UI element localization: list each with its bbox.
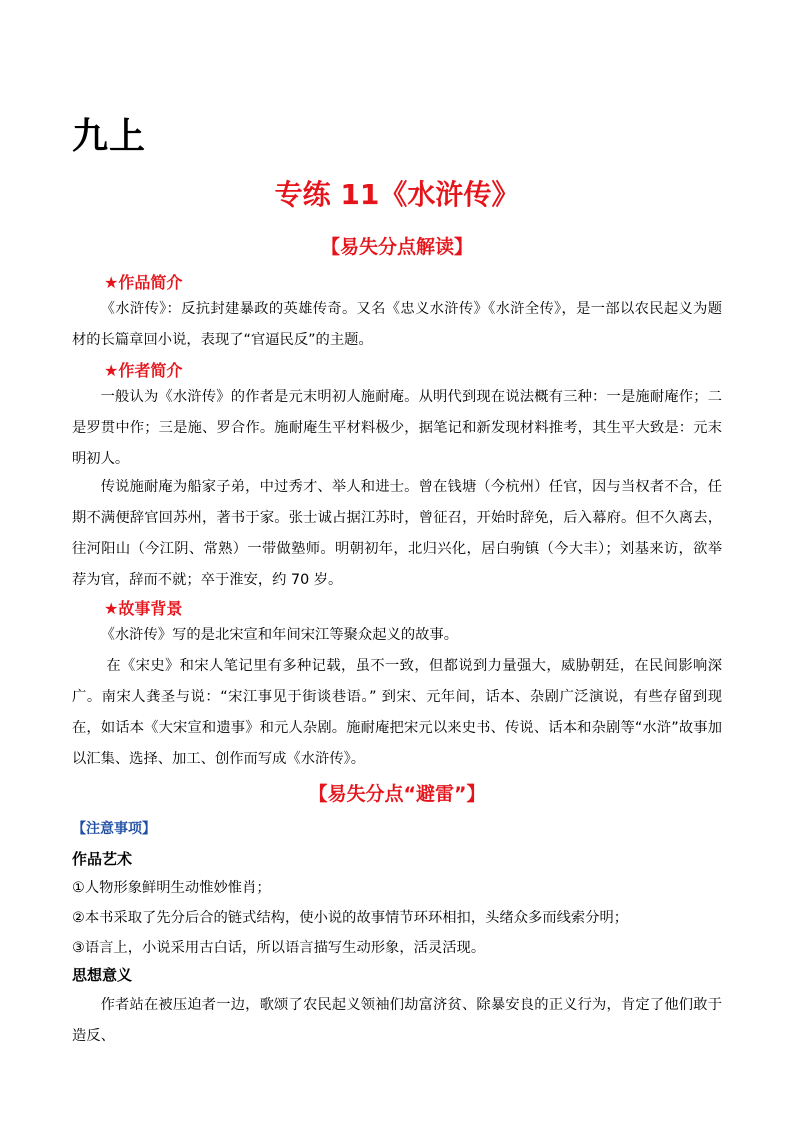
author-intro-heading: ★作者简介 <box>104 361 183 380</box>
author-intro-para-1: 一般认为《水浒传》的作者是元末明初人施耐庵。从明代到现在说法概有三种：一是施耐庵作；二是罗贯中作；三是施、罗合作。施耐庵生平材料极少，据笔记和新发现材料推考，其生平大致是：元末明初人。 <box>72 389 722 467</box>
art-item: ②本书采取了先分后合的链式结构，使小说的故事情节环环相扣，头绪众多而线索分明； <box>72 910 629 926</box>
art-heading: 作品艺术 <box>72 850 133 868</box>
page-title: 专练 11《水浒传》 <box>274 178 520 211</box>
author-intro-para-2: 传说施耐庵为船家子弟，中过秀才、举人和进士。曾在钱塘（今杭州）任官，因与当权者不合，任期不满便辞官回苏州，著书于家。张士诚占据江苏时，曾征召，开始时辞免，后入幕府。但不久离去，往河阳山（今江阴、常熟）一带做塾师。明朝初年，北归兴化，居白驹镇（今大丰）；刘基来访，欲举荐为官，辞而不就；卒于淮安，约 70 岁。 <box>72 479 722 588</box>
section-heading-interpretation: 【易失分点解读】 <box>320 236 473 258</box>
section-heading-avoid: 【易失分点“避雷”】 <box>308 783 486 805</box>
art-item: ③语言上，小说采用古白话，所以语言描写生动形象，活灵活现。 <box>72 940 486 956</box>
work-intro-text: 《水浒传》：反抗封建暴政的英雄传奇。又名《忠义水浒传》《水浒全传》，是一部以农民起义为题材的长篇章回小说，表现了“官逼民反”的主题。 <box>72 301 722 348</box>
story-background-para-1: 《水浒传》写的是北宋宣和年间宋江等聚众起义的故事。 <box>100 627 459 643</box>
story-background-para-2: 在《宋史》和宋人笔记里有多种记载，虽不一致，但都说到力量强大，威胁朝廷，在民间影响深广。南宋人龚圣与说：“宋江事见于街谈巷语。” 到宋、元年间，话本、杂剧广泛演说，有些存留到现在，如话本《大宋宣和遗事》和元人杂剧。施耐庵把宋元以来史书、传说、话本和杂剧等“水浒”故事加以汇集、选择、加工、创作而写成《水浒传》。 <box>72 658 722 767</box>
idea-heading: 思想意义 <box>72 966 133 984</box>
notes-tag: 【注意事项】 <box>72 821 156 837</box>
idea-text: 作者站在被压迫者一边，歌颂了农民起义领袖们劫富济贫、除暴安良的正义行为，肯定了他们敢于造反、 <box>72 997 722 1044</box>
work-intro-heading: ★作品简介 <box>104 273 183 292</box>
story-background-heading: ★故事背景 <box>104 599 183 618</box>
grade-label: 九上 <box>72 116 147 157</box>
art-item: ①人物形象鲜明生动惟妙惟肖； <box>72 880 271 896</box>
